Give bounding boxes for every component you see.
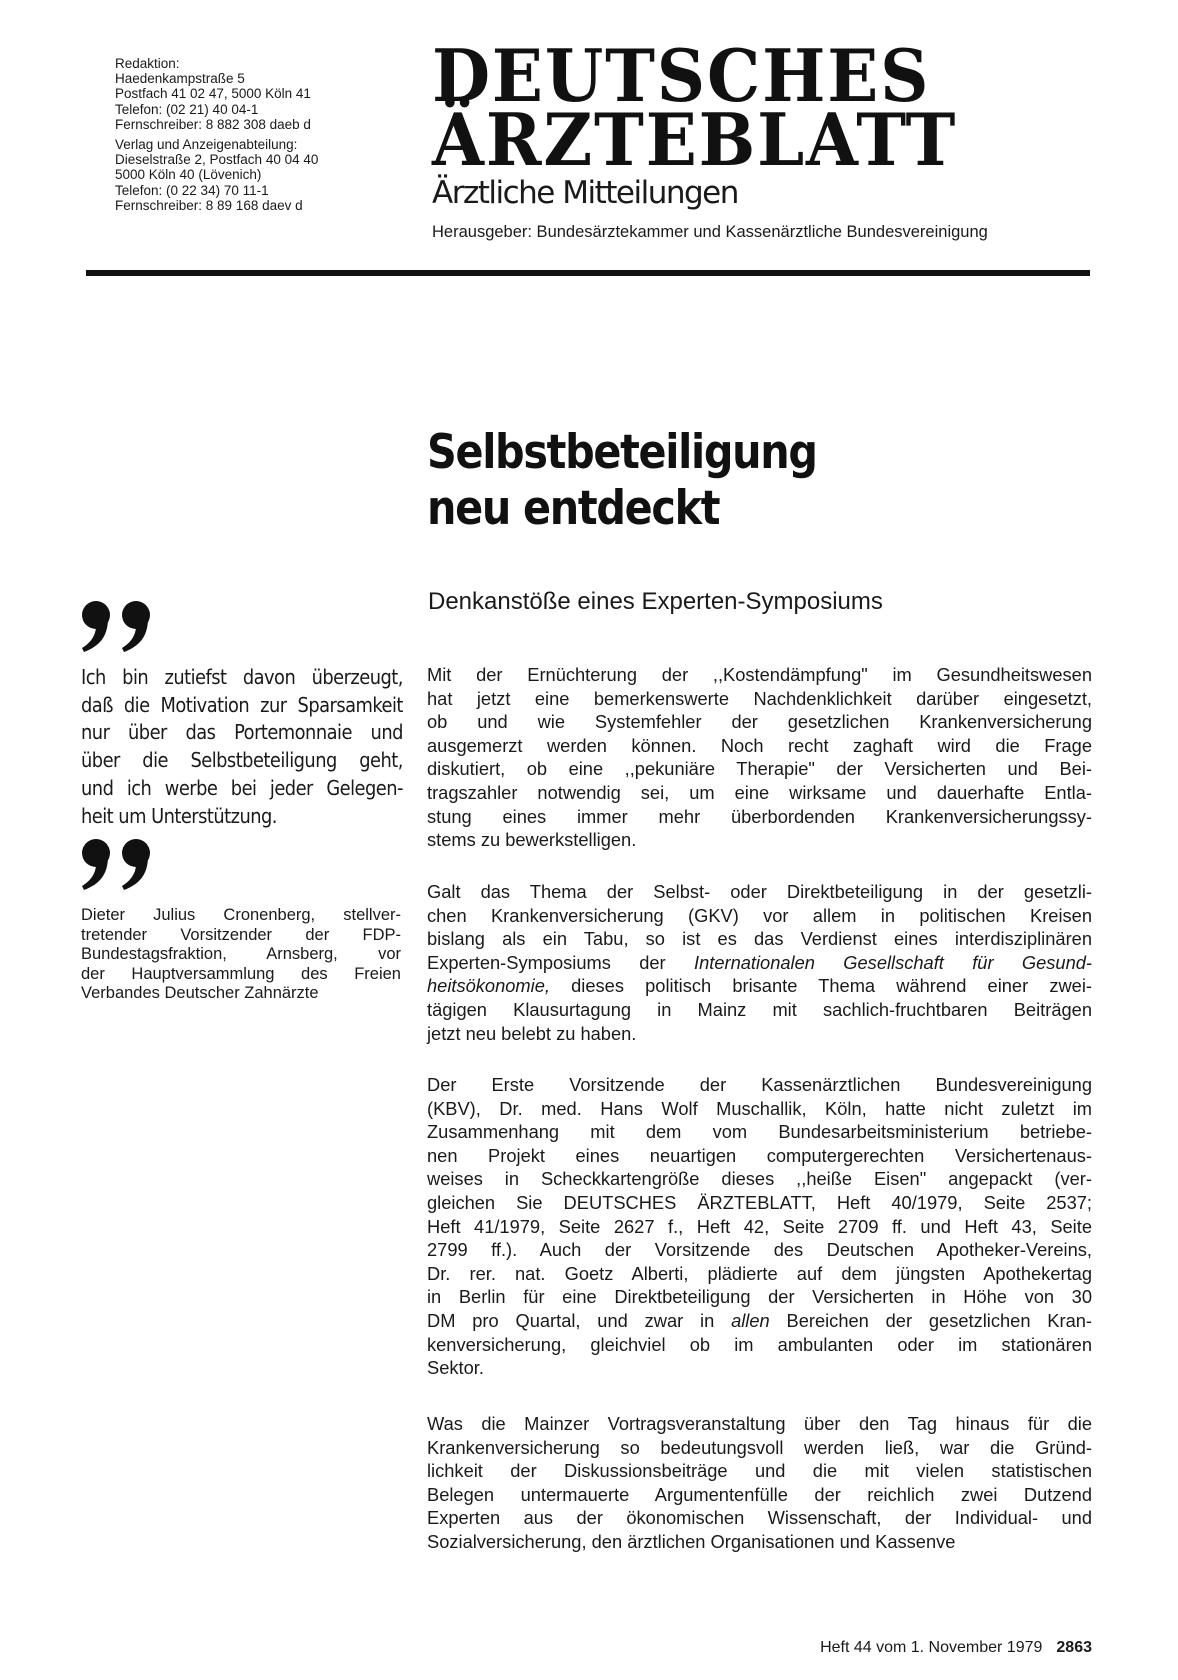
redaktion-line: Telefon: (02 21) 40 04-1 xyxy=(115,101,259,117)
redaktion-line: Postfach 41 02 47, 5000 Köln 41 xyxy=(115,86,311,102)
verlag-line: Dieselstraße 2, Postfach 40 04 40 xyxy=(115,152,319,168)
emphasis-text: Internationalen Gesellschaft für Gesund- xyxy=(694,951,1093,973)
redaktion-line: Redaktion: xyxy=(115,56,180,71)
attribution-line: Verbandes Deutscher Zahnärzte xyxy=(81,984,319,1002)
pull-quote-line: und ich werbe bei jeder Gelegen- xyxy=(81,775,403,800)
paragraph-line: stung eines immer mehr überbordenden Krankenversicherungssy- xyxy=(427,805,1092,827)
paragraph-text: DM pro Quartal, und zwar in xyxy=(427,1309,732,1331)
paragraph-line: lichkeit der Diskussionsbeiträge und die mit vielen statistischen xyxy=(427,1460,1092,1482)
issue-info: Heft 44 vom 1. November 1979 xyxy=(820,1639,1043,1656)
paragraph-line: diskutiert, ob eine ,,pekuniäre Therapie" der Versicherten und Bei- xyxy=(427,758,1092,780)
pull-quote-line: nur über das Portemonnaie und xyxy=(81,720,403,745)
paragraph-line: bislang als ein Tabu, so ist es das Verdienst eines interdisziplinären xyxy=(427,928,1092,950)
pull-quote xyxy=(81,664,403,830)
verlag-block xyxy=(115,137,405,213)
paragraph-line xyxy=(427,974,1092,998)
article-subheadline: Denkanstöße eines Experten-Symposiums xyxy=(428,588,883,615)
quote-mark-icon xyxy=(78,836,168,892)
redaktion-line: Fernschreiber: 8 882 308 daeb d xyxy=(115,116,311,132)
masthead-publisher: Herausgeber: Bundesärztekammer und Kassenärztliche Bundesvereinigung xyxy=(432,223,988,241)
emphasis-text: heitsökonomie, xyxy=(427,975,550,997)
verlag-line: Fernschreiber: 8 89 168 daev d xyxy=(115,197,303,213)
article-paragraph xyxy=(427,1073,1092,1380)
paragraph-line: tragszahler notwendig sei, um eine wirksame und dauerhafte Entla- xyxy=(427,781,1092,803)
paragraph-line: (KBV), Dr. med. Hans Wolf Muschallik, Köln, hatte nicht zuletzt im xyxy=(427,1097,1092,1119)
paragraph-line: ob und wie Systemfehler der gesetzlichen Krankenversicherung xyxy=(427,711,1092,733)
paragraph-line: Krankenversicherung so bedeutungsvoll werden ließ, war die Gründ- xyxy=(427,1436,1092,1458)
paragraph-line: kenversicherung, gleichviel ob im ambulanten oder im stationären xyxy=(427,1333,1092,1355)
editorial-info xyxy=(115,56,405,213)
paragraph-text: dieses politisch brisante Thema während einer zwei- xyxy=(549,975,1092,997)
pull-quote-line: daß die Motivation zur Sparsamkeit xyxy=(81,692,403,717)
paragraph-line: Sektor. xyxy=(427,1357,484,1379)
paragraph-line: hat jetzt eine bemerkenswerte Nachdenklichkeit darüber eingesetzt, xyxy=(427,687,1092,709)
paragraph-line: chen Krankenversicherung (GKV) vor allem in politischen Kreisen xyxy=(427,904,1092,926)
verlag-line: Telefon: (0 22 34) 70 11-1 xyxy=(115,182,269,198)
quote-attribution xyxy=(81,906,401,1004)
attribution-line: der Hauptversammlung des Freien xyxy=(81,964,401,983)
article-paragraph xyxy=(427,1412,1092,1554)
masthead xyxy=(432,33,1152,242)
paragraph-line xyxy=(427,1309,1092,1333)
paragraph-line: jetzt neu belebt zu haben. xyxy=(427,1022,637,1044)
article-headline xyxy=(427,425,1043,537)
attribution-line: Bundestagsfraktion, Arnsberg, vor xyxy=(81,945,401,963)
paragraph-line: Was die Mainzer Vortragsveranstaltung über den Tag hinaus für die xyxy=(427,1413,1092,1434)
paragraph-line xyxy=(427,951,1092,975)
paragraph-line: nen Projekt eines neuartigen computergerechten Versichertenaus- xyxy=(427,1144,1092,1166)
article-paragraph xyxy=(427,880,1092,1045)
redaktion-block xyxy=(115,56,405,132)
paragraph-line: ausgemerzt werden können. Noch recht zaghaft wird die Frage xyxy=(427,734,1092,756)
paragraph-line: Experten aus der ökonomischen Wissenschaft, der Individual- und xyxy=(427,1507,1092,1529)
paragraph-line: Heft 41/1979, Seite 2627 f., Heft 42, Seite 2709 ff. und Heft 43, Seite xyxy=(427,1215,1092,1237)
masthead-subtitle: Ärztliche Mitteilungen xyxy=(432,175,738,211)
emphasis-text: allen xyxy=(731,1309,770,1331)
paragraph-text: Experten-Symposiums der xyxy=(427,951,694,973)
verlag-line: Verlag und Anzeigenabteilung: xyxy=(115,137,298,153)
paragraph-line: tägigen Klausurtagung in Mainz mit sachlich-fruchtbaren Beiträgen xyxy=(427,998,1092,1020)
paragraph-line: Belegen untermauerte Argumentenfülle der reichlich zwei Dutzend xyxy=(427,1483,1092,1505)
headline-line: Selbstbeteiligung xyxy=(427,425,817,480)
quote-mark-icon xyxy=(78,598,168,654)
paragraph-line: weises in Scheckkartengröße dieses ,,heiße Eisen" angepackt (ver- xyxy=(427,1168,1092,1190)
paragraph-line: in Berlin für eine Direktbeteiligung der Versicherten in Höhe von 30 xyxy=(427,1286,1092,1308)
page-footer xyxy=(820,1638,1092,1658)
paragraph-line: Dr. rer. nat. Goetz Alberti, plädierte auf dem jüngsten Apothekertag xyxy=(427,1262,1092,1284)
page-number: 2863 xyxy=(1056,1639,1092,1656)
paragraph-line: 2799 ff.). Auch der Vorsitzende des Deutschen Apotheker-Vereins, xyxy=(427,1239,1092,1261)
paragraph-text: Bereichen der gesetzlichen Kran- xyxy=(769,1309,1092,1331)
redaktion-line: Haedenkampstraße 5 xyxy=(115,71,245,87)
paragraph-line: Zusammenhang mit dem vom Bundesarbeitsministerium betriebe- xyxy=(427,1121,1092,1143)
pull-quote-line: heit um Unterstützung. xyxy=(81,803,277,828)
masthead-title: ÄRZTEBLATT xyxy=(432,97,958,182)
paragraph-line: Mit der Ernüchterung der ,,Kostendämpfung" im Gesundheitswesen xyxy=(427,664,1092,685)
verlag-line: 5000 Köln 40 (Lövenich) xyxy=(115,167,262,183)
paragraph-line: gleichen Sie DEUTSCHES ÄRZTEBLATT, Heft 40/1979, Seite 2537; xyxy=(427,1191,1092,1213)
paragraph-line: stems zu bewerkstelligen. xyxy=(427,829,637,851)
masthead-rule xyxy=(86,270,1090,276)
paragraph-line: Sozialversicherung, den ärztlichen Organisationen und Kassenve xyxy=(427,1530,956,1552)
paragraph-line: Galt das Thema der Selbst- oder Direktbeteiligung in der gesetzli- xyxy=(427,881,1092,902)
headline-line: neu entdeckt xyxy=(427,481,720,536)
attribution-line: Dieter Julius Cronenberg, stellver- xyxy=(81,906,401,924)
pull-quote-line: über die Selbstbeteiligung geht, xyxy=(81,748,403,773)
article-paragraph xyxy=(427,663,1092,852)
attribution-line: tretender Vorsitzender der FDP- xyxy=(81,925,401,944)
pull-quote-line: Ich bin zutiefst davon überzeugt, xyxy=(81,665,403,689)
masthead-title: DEUTSCHES xyxy=(432,33,931,118)
paragraph-line: Der Erste Vorsitzende der Kassenärztlichen Bundesvereinigung xyxy=(427,1074,1092,1095)
